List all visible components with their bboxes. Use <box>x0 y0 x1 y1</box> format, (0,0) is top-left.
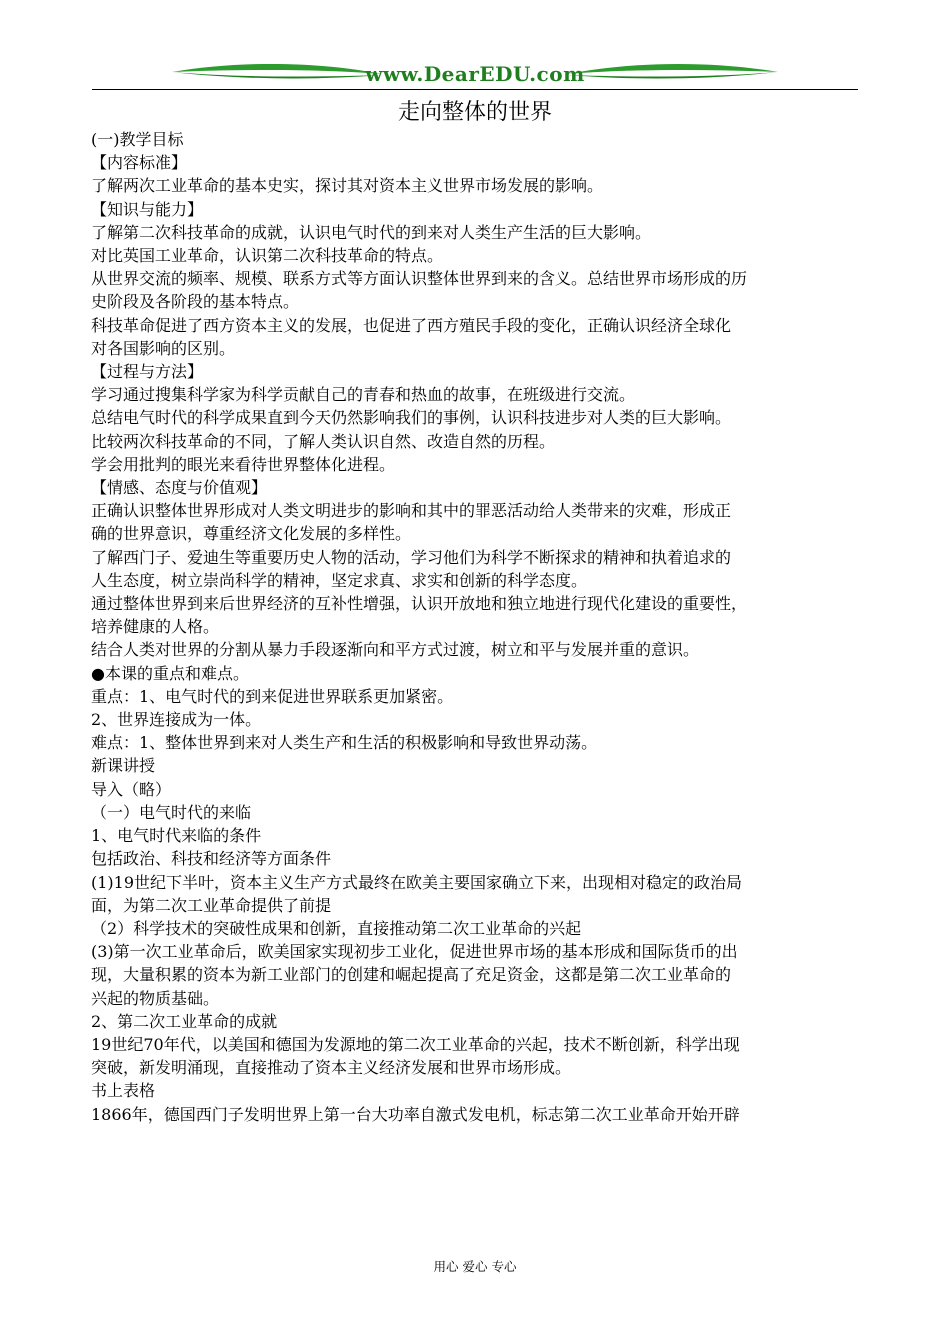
body-line: 学习通过搜集科学家为科学贡献自己的青春和热血的故事，在班级进行交流。 <box>91 385 636 405</box>
body-line: 难点：1、整体世界到来对人类生产和生活的积极影响和导致世界动荡。 <box>91 733 598 753</box>
body-line: 面，为第二次工业革命提供了前提 <box>91 895 332 915</box>
body-line: 包括政治、科技和经济等方面条件 <box>91 849 332 869</box>
body-line: 【过程与方法】 <box>91 362 204 382</box>
site-logo-text: www.DearEDU.com <box>365 62 585 86</box>
body-line: (一)教学目标 <box>91 130 184 149</box>
body-line: 现，大量积累的资本为新工业部门的创建和崛起提高了充足资金，这都是第二次工业革命的 <box>91 965 732 985</box>
body-line: 比较两次科技革命的不同，了解人类认识自然、改造自然的历程。 <box>91 431 556 451</box>
body-line: 从世界交流的频率、规模、联系方式等方面认识整体世界到来的含义。总结世界市场形成的历 <box>91 269 748 289</box>
body-line: 1866年，德国西门子发明世界上第一台大功率自激式发电机，标志第二次工业革命开始开辟 <box>91 1104 740 1124</box>
body-line: 结合人类对世界的分割从暴力手段逐渐向和平方式过渡，树立和平与发展并重的意识。 <box>91 640 700 660</box>
body-line: （2）科学技术的突破性成果和创新，直接推动第二次工业革命的兴起 <box>91 918 582 938</box>
body-line: 对比英国工业革命，认识第二次科技革命的特点。 <box>91 246 444 266</box>
body-line: 学会用批判的眼光来看待世界整体化进程。 <box>91 454 396 474</box>
body-line: 1、电气时代来临的条件 <box>91 826 262 846</box>
body-line: ●本课的重点和难点。 <box>91 663 249 683</box>
body-line: 兴起的物质基础。 <box>91 988 220 1008</box>
body-line: 2、世界连接成为一体。 <box>91 710 262 730</box>
body-line: 人生态度，树立崇尚科学的精神，坚定求真、求实和创新的科学态度。 <box>91 570 588 590</box>
site-header-banner <box>92 58 858 90</box>
body-line: 书上表格 <box>91 1081 156 1101</box>
body-line: 了解第二次科技革命的成就，认识电气时代的到来对人类生产生活的巨大影响。 <box>91 222 652 242</box>
body-line: 【情感、态度与价值观】 <box>91 478 268 498</box>
body-line: 导入（略） <box>91 779 172 799</box>
body-line: (1)19世纪下半叶，资本主义生产方式最终在欧美主要国家确立下来，出现相对稳定的政治局 <box>91 872 743 892</box>
document-body <box>91 128 863 1126</box>
body-line: (3)第一次工业革命后，欧美国家实现初步工业化，促进世界市场的基本形成和国际货币的出 <box>91 942 738 962</box>
body-line: 通过整体世界到来后世界经济的互补性增强，认识开放地和独立地进行现代化建设的重要性， <box>91 594 748 614</box>
body-line: 确的世界意识，尊重经济文化发展的多样性。 <box>91 524 412 544</box>
body-line: （一）电气时代的来临 <box>91 802 252 822</box>
body-line: 正确认识整体世界形成对人类文明进步的影响和其中的罪恶活动给人类带来的灾难，形成正 <box>91 501 732 521</box>
body-line: 【知识与能力】 <box>91 199 204 219</box>
body-line: 新课讲授 <box>91 756 156 776</box>
body-line: 了解两次工业革命的基本史实，探讨其对资本主义世界市场发展的影响。 <box>91 176 604 196</box>
document-title: 走向整体的世界 <box>397 100 552 125</box>
body-line: 重点：1、电气时代的到来促进世界联系更加紧密。 <box>91 686 454 706</box>
body-line: 2、第二次工业革命的成就 <box>91 1011 278 1031</box>
page-footer: 用心 爱心 专心 <box>433 1259 517 1274</box>
body-line: 史阶段及各阶段的基本特点。 <box>91 292 300 312</box>
body-line: 培养健康的人格。 <box>91 617 220 637</box>
header-divider <box>92 89 858 90</box>
body-line: 突破，新发明涌现，直接推动了资本主义经济发展和世界市场形成。 <box>91 1058 572 1078</box>
body-line: 19世纪70年代，以美国和德国为发源地的第二次工业革命的兴起，技术不断创新，科学出现 <box>91 1034 740 1054</box>
body-line: 了解西门子、爱迪生等重要历史人物的活动，学习他们为科学不断探求的精神和执着追求的 <box>91 547 732 567</box>
body-line: 对各国影响的区别。 <box>91 338 236 358</box>
body-line: 总结电气时代的科学成果直到今天仍然影响我们的事例，认识科技进步对人类的巨大影响。 <box>91 408 732 428</box>
body-line: 【内容标准】 <box>91 153 188 173</box>
body-line: 科技革命促进了西方资本主义的发展，也促进了西方殖民手段的变化，正确认识经济全球化 <box>91 315 732 335</box>
